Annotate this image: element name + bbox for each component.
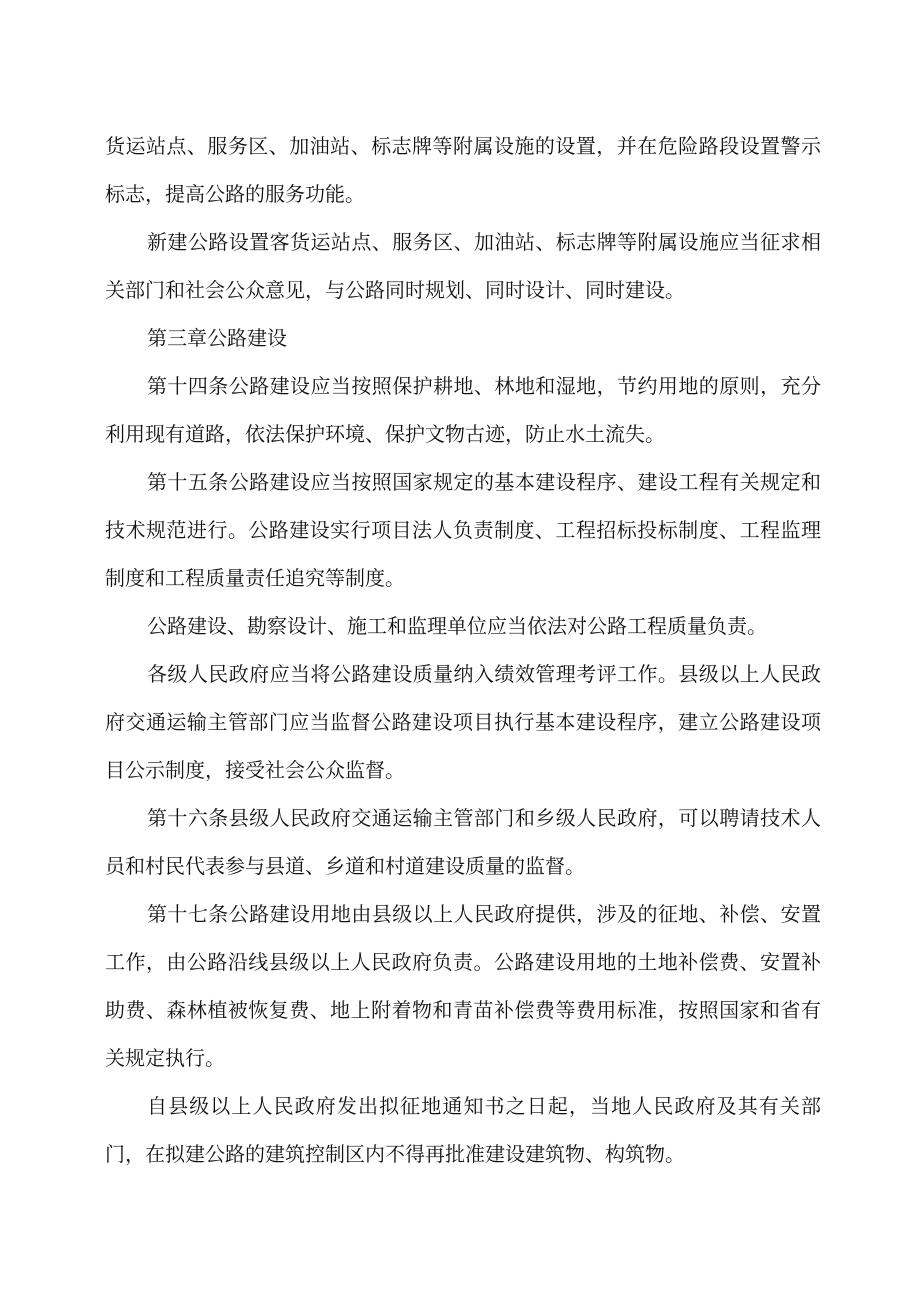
paragraph: 第十四条公路建设应当按照保护耕地、林地和湿地，节约用地的原则，充分利用现有道路，依法保护环境、保护文物古迹，防止水土流失。 (105, 374, 821, 446)
paragraph: 第十五条公路建设应当按照国家规定的基本建设程序、建设工程有关规定和技术规范进行。公路建设实行项目法人负责制度、工程招标投标制度、工程监理制度和工程质量责任追究等制度。 (105, 470, 821, 590)
paragraph: 公路建设、勘察设计、施工和监理单位应当依法对公路工程质量负责。 (147, 614, 767, 638)
chapter-heading: 第三章公路建设 (147, 326, 287, 350)
paragraph: 第十六条县级人民政府交通运输主管部门和乡级人民政府，可以聘请技术人员和村民代表参与县道、乡道和村道建设质量的监督。 (105, 806, 821, 878)
paragraph: 自县级以上人民政府发出拟征地通知书之日起，当地人民政府及其有关部门，在拟建公路的建筑控制区内不得再批准建设建筑物、构筑物。 (105, 1094, 821, 1166)
paragraph: 新建公路设置客货运站点、服务区、加油站、标志牌等附属设施应当征求相关部门和社会公众意见，与公路同时规划、同时设计、同时建设。 (105, 230, 821, 302)
paragraph: 第十七条公路建设用地由县级以上人民政府提供，涉及的征地、补偿、安置工作，由公路沿线县级以上人民政府负责。公路建设用地的土地补偿费、安置补助费、森林植被恢复费、地上附着物和青苗补偿费等费用标准，按照国家和省有关规定执行。 (105, 902, 821, 1070)
document-body (105, 122, 821, 1178)
paragraph-continuation: 货运站点、服务区、加油站、标志牌等附属设施的设置，并在危险路段设置警示标志，提高公路的服务功能。 (105, 134, 821, 206)
paragraph: 各级人民政府应当将公路建设质量纳入绩效管理考评工作。县级以上人民政府交通运输主管部门应当监督公路建设项目执行基本建设程序，建立公路建设项目公示制度，接受社会公众监督。 (105, 662, 821, 782)
